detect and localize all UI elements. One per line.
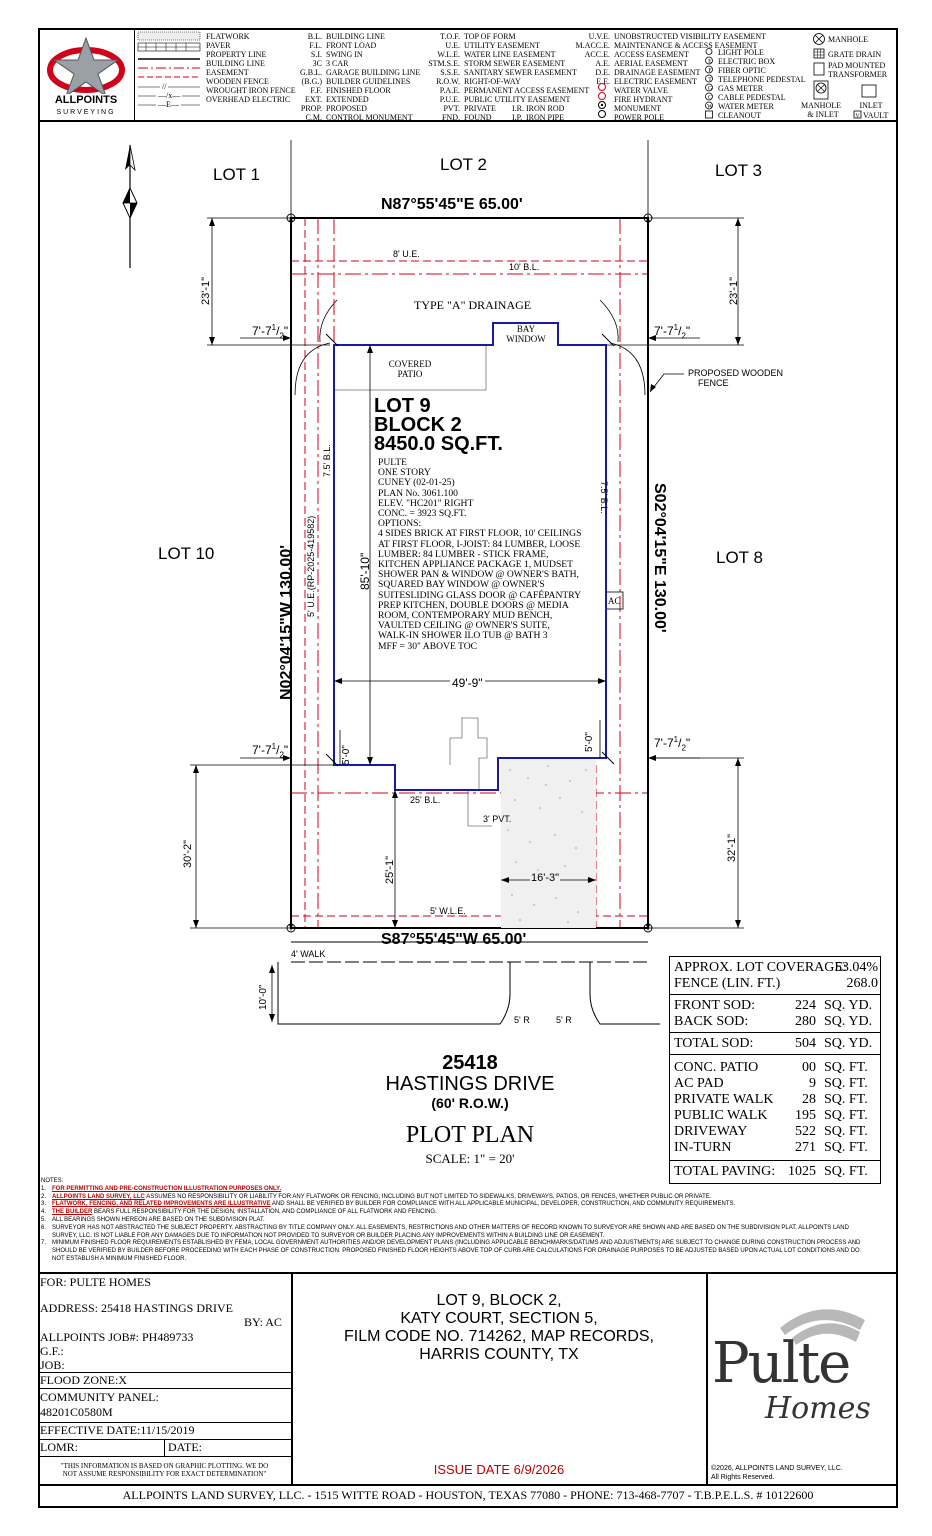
disclaimer-line: NOT ASSUME RESPONSIBILITY FOR EXACT DETERMINATION" (62, 1470, 267, 1478)
house-note-line: CUNEY (02-01-25) (378, 477, 455, 489)
summary-unit: SQ. YD. (824, 998, 873, 1013)
summary-row (674, 976, 878, 992)
note-line (41, 1256, 893, 1264)
house-note-line: CONC. = 3923 SQ.FT. (378, 508, 467, 520)
summary-value: 1025 (788, 1164, 816, 1179)
lot-3-label: LOT 3 (715, 161, 762, 180)
width-dim: 49'-9" (452, 676, 483, 690)
legend-label: OVERHEAD ELECTRIC (206, 95, 291, 104)
house-note-line: KITCHEN APPLIANCE PACKAGE 1, MUDSET (378, 559, 573, 571)
vault-letter: V (855, 113, 860, 120)
row-width: (60' R.O.W.) (431, 1095, 509, 1111)
disclaimer-line: "THIS INFORMATION IS BASED ON GRAPHIC PLOTTING. WE DO (60, 1462, 269, 1470)
legend-label: FLATWORK (206, 32, 250, 41)
summary-row (674, 998, 878, 1014)
summary-value: 280 (795, 1014, 816, 1029)
tb-gf: G.F.: (40, 1344, 64, 1358)
house-note-line: PLAN No. 3061.100 (378, 487, 458, 499)
summary-label: PUBLIC WALK (674, 1108, 768, 1123)
depth-dim: 85'-10" (358, 552, 372, 590)
legend-icon-letter: G (707, 86, 713, 92)
summary-label: CONC. PATIO (674, 1060, 759, 1075)
note-number: 6. (41, 1224, 47, 1231)
front-bl-label: 25' B.L. (410, 795, 441, 805)
house-note-line: PREP KITCHEN, DOUBLE DOORS @ MEDIA (378, 599, 569, 611)
abbreviation-value: POWER POLE (614, 113, 664, 122)
tb-by: BY: AC (244, 1315, 282, 1329)
summary-label: FRONT SOD: (674, 998, 756, 1013)
summary-row (674, 1036, 878, 1052)
summary-value: 53.04% (834, 960, 878, 975)
abbreviation-value: FOUND (464, 113, 492, 122)
note-text: SURVEY, LLC. IS NOT LIABLE FOR ANY DAMAGES DUE TO INFORMATION NOT PROVIDED TO SURVEYOR OR BUILDER PLACING ANY IMPROVEMENTS WITHIN A BUILDING LINE OR EASEMENT. (52, 1232, 605, 1239)
north-arrow-icon (123, 145, 137, 268)
abbreviation-value: FRONT LOAD (326, 41, 377, 50)
side-left-top-dim: $7'-7^1/_2$" (252, 323, 289, 341)
abbreviation-key: ACC.E. (584, 50, 610, 59)
private-walk-label: 3' PVT. (483, 814, 512, 824)
legend-item-label: ELECTRIC BOX (718, 57, 776, 66)
abbreviation-key: S.S.E. (440, 68, 460, 77)
summary-value: 504 (795, 1036, 816, 1051)
north-bearing: N87°55'45"E 65.00' (381, 196, 523, 213)
tb-job: ALLPOINTS JOB#: PH489733 (40, 1330, 194, 1344)
left-ue-label: 5' U.E.(RP-2025-419582) (306, 515, 316, 617)
house-note-line: ROOM, CONTEMPORARY MUD BENCH, (378, 610, 553, 622)
manhole-inlet-label: MANHOLE (801, 101, 841, 110)
five-right-dim: 5'-0" (584, 732, 595, 752)
note-line (41, 1225, 893, 1233)
legend-icon-letter: W (707, 104, 713, 110)
drainage-arc (600, 300, 618, 342)
note-number: 5. (41, 1216, 47, 1223)
legal-line: LOT 9, BLOCK 2, (436, 1292, 562, 1309)
summary-label: BACK SOD: (674, 1014, 749, 1029)
note-line (41, 1248, 893, 1256)
note-line (41, 1240, 893, 1248)
right-bl-label: 7.5' B.L. (599, 481, 609, 514)
summary-unit: SQ. FT. (824, 1076, 868, 1091)
lot-1-label: LOT 1 (213, 165, 260, 184)
rear-left-dim: 23'-1" (200, 276, 212, 305)
note-emphasis: FLATWORK, FENCING, AND RELATED IMPROVEMENTS ARE ILLUSTRATIVE (52, 1201, 271, 1208)
side-left-bottom-dim: $7'-7^1/_2$" (252, 742, 289, 760)
legend-item-label: FIBER OPTIC (718, 66, 766, 75)
radius-right-label: 5' R (556, 1015, 572, 1025)
lot-2-label: LOT 2 (440, 155, 487, 174)
summary-label: PRIVATE WALK (674, 1092, 774, 1107)
pulte-wordmark: Pulte (712, 1331, 850, 1396)
summary-table (669, 956, 881, 1184)
block-number: BLOCK 2 (374, 414, 462, 436)
abbreviation-key: FND. (441, 113, 460, 122)
table-divider (670, 1054, 880, 1055)
manhole-inlet-label-2: & INLET (807, 110, 839, 119)
abbreviation-value: WATER LINE EASEMENT (464, 50, 556, 59)
legend-item-label: GAS METER (718, 84, 764, 93)
abbreviation-value: ELECTRIC EASEMENT (614, 77, 697, 86)
setback-dim: 25'-1" (384, 855, 396, 884)
note-line (41, 1186, 893, 1194)
inlet-label: INLET (859, 101, 883, 110)
summary-label: AC PAD (674, 1076, 724, 1091)
drive-width-dim: 16'-3" (531, 872, 560, 884)
homes-wordmark: Homes (765, 1391, 871, 1426)
ac-label: AC (608, 596, 621, 606)
house-note-line: SQUARED BAY WINDOW @ OWNER'S (378, 579, 545, 591)
abbreviation-key: U.V.E. (588, 32, 610, 41)
legal-description (296, 1292, 702, 1364)
abbreviation-key: A.E. (595, 59, 610, 68)
tb-panel-no: 48201C0580M (40, 1405, 113, 1419)
notes-title: NOTES: (41, 1178, 64, 1184)
legend-label: WOODEN FENCE (206, 77, 269, 86)
house-note-line: SUITESLIDING GLASS DOOR @ CAFÉPANTRY (378, 589, 582, 601)
note-text: SHOULD BE VERIFIED BY BUILDER BEFORE PROCEEDING WITH EACH PHASE OF CONSTRUCTION. PROPOSED FINISHED FLOOR HEIGHTS ABOVE TOP OF CURB ARE CALCULATIONS FOR DRAINAGE PURPOSES TO BE ADJUSTED BASED UPON ACTUAL LOT CONDITIONS AND DO (52, 1248, 860, 1255)
abbreviation-value: MONUMENT (614, 104, 662, 113)
summary-value: 522 (795, 1124, 816, 1139)
abbreviation-value: IRON PIPE (526, 113, 565, 122)
abbreviation-key: U.E. (445, 41, 460, 50)
abbreviation-key: I.P. (512, 113, 523, 122)
abbreviation-key: R.O.W. (436, 77, 460, 86)
legend-icon-letter: E (708, 59, 712, 65)
transformer-label: TRANSFORMER (828, 70, 888, 79)
tb-community-panel: COMMUNITY PANEL: (40, 1390, 159, 1404)
bay-window-label (494, 324, 558, 344)
abbreviation-value: PERMANENT ACCESS EASEMENT (464, 86, 590, 95)
note-text: MINIMUM FINISHED FLOOR REQUIREMENTS ESTABLISHED BY FEMA, LOCAL GOVERNMENT AUTHORITIES AND/OR DEVELOPMENT PLANS (INCLUDING APPLICABLE BENCHMARKS/DATUMS AND ADJUSTMENTS) ARE SUBJECT TO CHANGE DURING CONSTRUCTION PROCESS AND (52, 1240, 861, 1247)
abbreviation-key: C.M. (305, 113, 322, 122)
lot-area: 8450.0 SQ.FT. (374, 433, 503, 455)
legend-item-label: WATER METER (718, 102, 774, 111)
abbreviation-key: EXT. (305, 95, 322, 104)
summary-value: 195 (795, 1108, 816, 1123)
logo-name: ALLPOINTS (54, 94, 118, 106)
abbreviation-value: SWING IN (326, 50, 363, 59)
house-note-line: LUMBER: 84 LUMBER - STICK FRAME, (378, 548, 549, 560)
summary-value: 268.0 (846, 976, 878, 991)
legend-label: PROPERTY LINE (206, 50, 267, 59)
summary-value: 28 (802, 1092, 816, 1107)
plot-plan-title: PLOT PLAN (405, 1122, 535, 1148)
legend-item-label: CLEANOUT (718, 111, 762, 120)
wrought-iron-mark: —/x— (158, 91, 181, 100)
note-line (41, 1233, 893, 1241)
abbreviation-key: P.U.E. (439, 95, 460, 104)
abbreviation-value: BUILDING LINE (326, 32, 385, 41)
legend-item-label: LIGHT POLE (718, 48, 764, 57)
summary-row (674, 1092, 878, 1108)
lot-10-label: LOT 10 (158, 544, 215, 563)
note-text: ALL BEARINGS SHOWN HEREON ARE BASED ON THE SUBDIVISION PLAT. (52, 1216, 265, 1223)
summary-row (674, 1108, 878, 1124)
five-left-dim: 5'-0" (341, 745, 352, 765)
house-note-line: 4 SIDES BRICK AT FIRST FLOOR, 10' CEILINGS (378, 528, 582, 540)
summary-unit: SQ. FT. (824, 1092, 868, 1107)
abbreviation-value: STORM SEWER EASEMENT (464, 59, 566, 68)
overhead-electric-mark: —E— (158, 100, 179, 109)
abbreviation-value: SANITARY SEWER EASEMENT (464, 68, 577, 77)
tb-disclaimer (42, 1462, 287, 1478)
copyright-line: ©2026, ALLPOINTS LAND SURVEY, LLC. (711, 1465, 843, 1472)
note-line (41, 1201, 893, 1209)
abbreviation-value: RIGHT-OF-WAY (464, 77, 521, 86)
fence-note-line: FENCE (698, 378, 729, 388)
note-emphasis: THE BUILDER (52, 1209, 93, 1216)
abbreviation-value: AERIAL EASEMENT (614, 59, 688, 68)
side-right-bottom-dim: $7'-7^1/_2$" (654, 735, 691, 753)
legal-line: HARRIS COUNTY, TX (419, 1346, 579, 1363)
abbreviation-value: MAINTENANCE & ACCESS EASEMENT (614, 41, 758, 50)
east-bearing: S02°04'15"E 130.00' (651, 483, 668, 633)
walk-dim: 10'-0" (258, 984, 269, 1010)
note-number: 1. (41, 1185, 47, 1192)
abbreviation-key: W.L.E. (437, 50, 460, 59)
abbreviation-key: G.B.L. (300, 68, 322, 77)
pad-mounted-label: PAD MOUNTED (828, 61, 886, 70)
fence-note-line: PROPOSED WOODEN (688, 368, 784, 378)
summary-label: TOTAL PAVING: (674, 1164, 776, 1179)
legend-icon-letter: T (708, 77, 712, 83)
private-walk (461, 718, 492, 826)
note-emphasis: FOR PERMITTING AND PRE-CONSTRUCTION ILLUSTRATION PURPOSES ONLY. (52, 1185, 282, 1192)
legend-icon-letter: C (707, 95, 712, 101)
legend-label: EASEMENT (206, 68, 249, 77)
note-number: 7. (41, 1240, 47, 1247)
summary-unit: SQ. FT. (824, 1108, 868, 1123)
manhole-label: MANHOLE (828, 35, 868, 44)
abbreviation-key: PROP. (300, 104, 322, 113)
abbreviation-value: PROPOSED (326, 104, 367, 113)
house-note-line: MFF = 30" ABOVE TOC (378, 640, 478, 652)
abbreviation-key: D.E. (595, 68, 610, 77)
legend-item-label: TELEPHONE PEDESTAL (718, 75, 806, 84)
abbreviation-key: I.R. (512, 104, 524, 113)
abbreviation-key: 3C (312, 59, 322, 68)
abbreviation-value: WATER VALVE (614, 86, 668, 95)
street-walk (278, 942, 660, 1024)
south-bearing: S87°55'45"W 65.00' (381, 931, 527, 948)
rear-bl-label: 10' B.L. (509, 262, 540, 272)
west-bearing: N02°04'15"W 130.00' (278, 544, 295, 700)
abbreviation-key: B.L. (307, 32, 322, 41)
abbreviation-value: TOP OF FORM (464, 32, 516, 41)
summary-value: 00 (802, 1060, 816, 1075)
note-number: 2. (41, 1193, 47, 1200)
wle-label: 5' W.L.E. (430, 906, 466, 916)
issue-date: ISSUE DATE 6/9/2026 (433, 1462, 565, 1477)
abbreviation-key: (B.G.) (301, 77, 322, 86)
summary-label: TOTAL SOD: (674, 1036, 754, 1051)
rear-right-dim: 23'-1" (728, 276, 740, 305)
abbreviation-value: PUBLIC UTILITY EASEMENT (464, 95, 571, 104)
tb-for: FOR: PULTE HOMES (40, 1275, 151, 1289)
note-text: BEARS FULL RESPONSIBILITY FOR THE DESIGN, INSTALLATION, AND COMPLIANCE OF ALL FLATWORK AND FENCING. (92, 1209, 437, 1216)
radius-left-label: 5' R (514, 1015, 530, 1025)
note-emphasis: ALLPOINTS LAND SURVEY, LLC (52, 1193, 145, 1200)
abbreviation-value: FIRE HYDRANT (614, 95, 673, 104)
note-text: ASSUMES NO RESPONSIBILITY OR LIABILITY FOR ANY FLATWORK OR FENCING, INCLUDING BUT NOT LIMITED TO SIDEWALKS, DRIVEWAYS, PATIOS, OR FENCES, WHETHER PUBLIC OR PRIVATE. (144, 1193, 712, 1200)
note-number: 4. (41, 1209, 47, 1216)
tb-flood-zone: FLOOD ZONE:X (40, 1373, 127, 1387)
summary-row (674, 960, 878, 976)
summary-label: DRIVEWAY (674, 1124, 748, 1139)
table-divider (670, 1032, 880, 1033)
summary-unit: SQ. FT. (824, 1164, 868, 1179)
summary-unit: SQ. YD. (824, 1014, 873, 1029)
footer-address: ALLPOINTS LAND SURVEY, LLC. - 1515 WITTE ROAD - HOUSTON, TEXAS 77080 - PHONE: 713-468-7707 - T.B.P.E.L.S. # 10122600 (122, 1488, 814, 1502)
summary-row (674, 1076, 878, 1092)
note-line (41, 1194, 893, 1202)
side-right-top-dim: $7'-7^1/_2$" (654, 323, 691, 341)
abbreviation-value: 3 CAR (326, 59, 349, 68)
abbreviation-key: P.A.E. (439, 86, 460, 95)
house-notes (378, 458, 581, 652)
abbreviation-value: CONTROL MONUMENT (326, 113, 413, 122)
legend-icon-letter: F (708, 68, 712, 74)
driveway-area (501, 758, 596, 928)
summary-row (674, 1060, 878, 1076)
note-text: AND SHALL BE VERIFIED BY BUILDER FOR COMPLIANCE WITH ALL APPLICABLE MUNICIPAL, DEVELOPER, CONSTRUCTION, AND COMMUNITY REQUIREMENTS. (270, 1201, 736, 1208)
table-divider (670, 994, 880, 995)
front-right-dim: 32'-1" (726, 833, 738, 862)
summary-value: 224 (795, 998, 816, 1013)
address-number: 25418 (442, 1052, 498, 1074)
legend-item-label: CABLE PEDESTAL (718, 93, 786, 102)
fence-leader (650, 374, 684, 392)
public-walk-label: 4' WALK (291, 949, 326, 959)
copyright (711, 1464, 843, 1482)
tb-lomr: LOMR: (40, 1440, 79, 1454)
pulte-homes-logo (710, 1290, 890, 1460)
rear-ue-label: 8' U.E. (393, 249, 420, 259)
bay-window-line: WINDOW (506, 334, 546, 344)
lot-number: LOT 9 (374, 395, 431, 417)
legal-line: KATY COURT, SECTION 5, (400, 1310, 598, 1327)
note-number: 3. (41, 1201, 47, 1208)
abbreviation-key: PVT. (443, 104, 460, 113)
patio-line: COVERED (388, 359, 432, 369)
abbreviation-value: EXTENDED (326, 95, 369, 104)
bay-window-line: BAY (516, 324, 536, 334)
front-left-dim: 30'-2" (182, 839, 194, 868)
summary-row (674, 1124, 878, 1140)
vault-label: VAULT (863, 111, 889, 120)
abbreviation-value: UTILITY EASEMENT (464, 41, 540, 50)
note-line (41, 1209, 893, 1217)
abbreviation-value: ACCESS EASEMENT (614, 50, 689, 59)
abbreviation-value: PRIVATE (464, 104, 496, 113)
grate-drain-label: GRATE DRAIN (828, 50, 882, 59)
house-note-line: VAULTED CEILING @ OWNER'S SUITE, (378, 620, 550, 632)
summary-row (674, 1140, 878, 1156)
abbreviation-key: F.F. (310, 86, 322, 95)
house-note-line: ONE STORY (378, 467, 431, 479)
lot-title (374, 397, 503, 454)
drainage-label: TYPE "A" DRAINAGE (414, 298, 532, 312)
notes-section (41, 1178, 893, 1264)
table-divider (670, 1160, 880, 1161)
house-note-line: OPTIONS: (378, 518, 422, 530)
logo-tagline: SURVEYING (56, 109, 116, 116)
lot-8-label: LOT 8 (716, 548, 763, 567)
left-bl-label: 7.5' B.L. (322, 444, 332, 477)
abbreviation-value: FINISHED FLOOR (326, 86, 391, 95)
house-note-line: PULTE (378, 457, 407, 468)
house-note-line: WALK-IN SHOWER ILO TUB @ BATH 3 (378, 630, 548, 642)
summary-unit: SQ. FT. (824, 1124, 868, 1139)
summary-unit: SQ. YD. (824, 1036, 873, 1051)
tb-date: DATE: (168, 1440, 202, 1454)
summary-unit: SQ. FT. (824, 1060, 868, 1075)
summary-row (674, 1014, 878, 1030)
fence-note (688, 368, 783, 388)
summary-unit: SQ. FT. (824, 1140, 868, 1155)
abbreviation-value: UNOBSTRUCTED VISIBILITY EASEMENT (614, 32, 766, 41)
abbreviation-key: S.I. (310, 50, 322, 59)
wooden-fence-mark: // (162, 82, 167, 91)
abbreviation-key: E.E. (596, 77, 610, 86)
summary-value: 9 (809, 1076, 816, 1091)
note-text: NOT ESTABLISH A MINIMUM FINISHED FLOOR. (52, 1255, 187, 1262)
abbreviation-value: IRON ROD (526, 104, 565, 113)
note-text: SURVEYOR HAS NOT ABSTRACTED THE SUBJECT PROPERTY. ABSTRACTING BY TITLE COMPANY ONLY. ALL EASEMENTS, RESTRICTIONS AND OTHER MATTERS OF RECORD KNOWN TO SURVEYOR ARE SHOWN AND ARE BASED ON THE SUBDIVISION PLAT. ALLPOINTS LAND (52, 1224, 849, 1231)
tb-job2: JOB: (40, 1358, 65, 1372)
abbreviation-key: STM.S.E. (428, 59, 460, 68)
street-name: HASTINGS DRIVE (385, 1073, 555, 1095)
abbreviation-key: T.O.F. (440, 32, 460, 41)
house-note-line: AT FIRST FLOOR, I-JOIST: 84 LUMBER, LOOSE (378, 538, 581, 550)
scale-label: SCALE: 1" = 20' (425, 1151, 515, 1166)
summary-label: APPROX. LOT COVERAGE: (674, 960, 847, 975)
abbreviation-value: DRAINAGE EASEMENT (614, 68, 701, 77)
abbreviation-key: M.ACC.E. (575, 41, 610, 50)
tb-effective-date: EFFECTIVE DATE:11/15/2019 (40, 1423, 195, 1437)
patio-line: PATIO (397, 369, 423, 379)
summary-label: IN-TURN (674, 1140, 732, 1155)
legal-line: FILM CODE NO. 714262, MAP RECORDS, (343, 1328, 654, 1345)
legend-label: PAVER (206, 41, 231, 50)
abbreviation-value: GARAGE BUILDING LINE (326, 68, 421, 77)
house-note-line: ELEV. "HC201" RIGHT (378, 497, 474, 509)
tb-address: ADDRESS: 25418 HASTINGS DRIVE (40, 1301, 234, 1315)
abbreviation-value: BUILDER GUIDELINES (326, 77, 411, 86)
note-line (41, 1217, 893, 1225)
covered-patio-label (370, 359, 450, 379)
copyright-line: All Rights Reserved. (711, 1474, 775, 1481)
legend-label: BUILDING LINE (206, 59, 265, 68)
legend-label: WROUGHT IRON FENCE (206, 86, 296, 95)
summary-label: FENCE (LIN. FT.) (674, 976, 781, 991)
summary-value: 271 (795, 1140, 816, 1155)
house-note-line: SHOWER PAN & WINDOW @ OWNER'S BATH, (378, 569, 579, 581)
abbreviation-key: F.L. (309, 41, 322, 50)
